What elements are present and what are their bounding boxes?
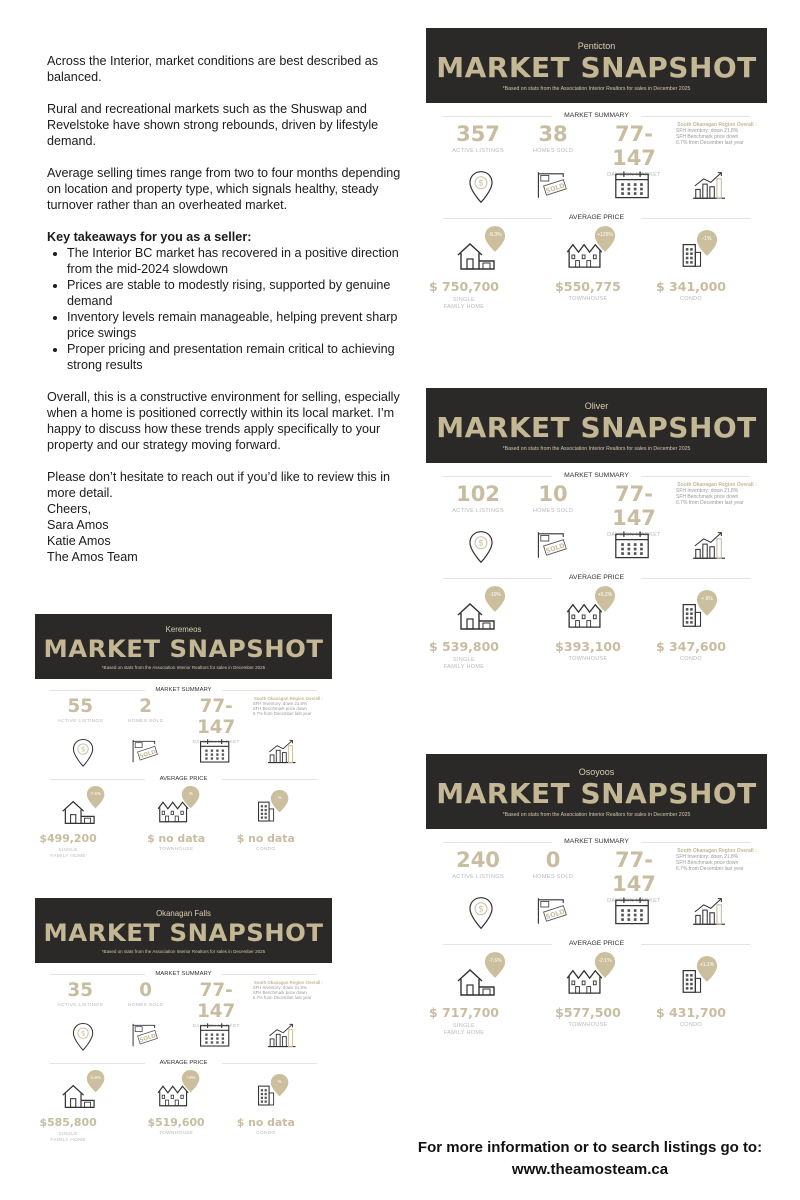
signature-line: Cheers, <box>47 502 92 516</box>
region-line: 6.7% from December last year <box>252 711 312 717</box>
townhouse-price-value: $ no data <box>147 832 206 846</box>
snapshot-header <box>426 388 767 463</box>
growth-chart-icon <box>266 1022 297 1048</box>
sfh-price-label: SINGLE FAMILY HOME <box>50 1131 86 1144</box>
intro-paragraph-3: Average selling times range from two to four months depending on location and property type, which signals healthy, steady turnover rather than an overheated market. <box>47 166 401 212</box>
intro-paragraph-2: Rural and recreational markets such as the Shuswap and Revelstoke have shown strong rebounds, driven by lifestyle demand. <box>47 102 379 148</box>
average-price-label: AVERAGE PRICE <box>426 214 767 221</box>
takeaway-item: • Prices are stable to modestly rising, supported by genuine demand <box>67 277 412 309</box>
active-listings-stat <box>438 848 518 880</box>
condo-price <box>227 832 305 853</box>
region-line: SFH Benchmark price down <box>676 134 739 140</box>
market-summary <box>426 482 767 538</box>
homes-sold-stat <box>513 122 593 154</box>
homes-sold-label: HOMES SOLD <box>532 508 574 514</box>
takeaways-list <box>47 245 412 373</box>
signature-line: The Amos Team <box>47 550 138 564</box>
takeaways-heading: Key takeaways for you as a seller: <box>47 230 252 244</box>
average-price-label: AVERAGE PRICE <box>426 940 767 947</box>
region-line: 6.7% from December last year <box>676 866 744 872</box>
region-line: 6.7% from December last year <box>676 140 744 146</box>
homes-sold-value: 0 <box>139 979 152 1001</box>
svg-text:$: $ <box>478 904 484 915</box>
region-line: SFH Benchmark price down <box>676 860 739 866</box>
growth-chart-icon <box>691 170 727 200</box>
footer <box>390 1137 790 1181</box>
townhouse-price-label: TOWNHOUSE <box>568 656 608 662</box>
townhouse-icon <box>157 799 190 823</box>
active-listings-stat <box>438 122 518 154</box>
active-listings-label: ACTIVE LISTINGS <box>57 718 104 724</box>
market-summary <box>35 695 332 745</box>
average-prices <box>35 785 332 872</box>
condo-price-label: CONDO <box>256 1131 276 1137</box>
region-summary <box>253 980 324 1001</box>
average-price-label: AVERAGE PRICE <box>35 776 332 782</box>
condo-price <box>646 279 736 303</box>
active-listings-value: 55 <box>67 695 93 717</box>
signature-line: Katie Amos <box>47 534 111 548</box>
homes-sold-value: 0 <box>545 848 561 872</box>
sfh-change-value: -7.5% <box>89 791 101 797</box>
average-prices <box>426 951 767 1051</box>
source-note: *Based on stats from the Association Interior Realtors for sales in December 2025 <box>101 948 266 954</box>
sfh-change-value: -2.8% <box>89 1075 101 1081</box>
condo-price-value: $ no data <box>236 1116 295 1130</box>
snapshot-title: MARKET SNAPSHOT <box>43 917 324 947</box>
house-icon <box>61 799 96 825</box>
condo-building-icon <box>678 241 704 269</box>
sfh-price <box>419 639 509 671</box>
location-pin-dollar-icon <box>70 738 96 768</box>
townhouse-change-value: -2.1% <box>598 958 612 964</box>
condo-change-value: % <box>277 794 282 800</box>
location-pin-dollar-icon <box>70 1022 96 1052</box>
sfh-price <box>29 832 107 860</box>
condo-price <box>646 1005 736 1029</box>
townhouse-icon <box>566 601 604 629</box>
snapshot-title: MARKET SNAPSHOT <box>436 51 757 84</box>
active-listings-value: 240 <box>456 848 500 872</box>
snapshot-header <box>426 754 767 829</box>
townhouse-change-value: +125% <box>597 232 613 238</box>
region-line: SFH Inventory: down 21.8% <box>676 488 739 494</box>
market-snapshot-card-osoyoos <box>426 754 767 1066</box>
townhouse-icon <box>566 967 604 995</box>
town-name: Penticton <box>577 41 616 51</box>
days-on-market-value: 77-147 <box>197 979 236 1022</box>
condo-price-label: CONDO <box>680 1022 702 1028</box>
snapshot-title: MARKET SNAPSHOT <box>436 777 757 810</box>
snapshot-header <box>426 28 767 103</box>
sfh-price-value: $585,800 <box>39 1116 97 1130</box>
summary-icons <box>426 530 767 568</box>
active-listings-stat <box>45 980 115 1008</box>
townhouse-price-label: TOWNHOUSE <box>158 1131 194 1137</box>
sfh-price-value: $ 750,700 <box>429 279 499 294</box>
region-line: SFH Inventory: down 21.8% <box>252 700 307 706</box>
condo-building-icon <box>254 1083 277 1107</box>
homes-sold-value: 10 <box>538 482 568 506</box>
region-title: South Okanagan Region Overall : <box>253 979 323 985</box>
market-summary-label: MARKET SUMMARY <box>426 472 767 479</box>
website-link[interactable]: www.theamosteam.ca <box>511 1161 669 1178</box>
average-prices <box>426 585 767 685</box>
active-listings-value: 357 <box>456 122 500 146</box>
homes-sold-stat <box>513 848 593 880</box>
townhouse-price-label: TOWNHOUSE <box>568 296 608 302</box>
town-name: Okanagan Falls <box>156 909 211 919</box>
townhouse-change-value: % <box>188 791 193 797</box>
condo-price-value: $ 341,000 <box>656 279 726 294</box>
townhouse-price <box>543 1005 633 1029</box>
townhouse-icon <box>157 1083 190 1107</box>
market-snapshot-card-keremeos <box>35 614 332 884</box>
condo-price <box>227 1116 305 1137</box>
homes-sold-label: HOMES SOLD <box>532 874 574 880</box>
sfh-price-label: SINGLE FAMILY HOME <box>443 297 485 310</box>
condo-building-icon <box>678 967 704 995</box>
source-note: *Based on stats from the Association Interior Realtors for sales in December 2025 <box>502 86 691 92</box>
market-summary <box>35 979 332 1029</box>
active-listings-value: 102 <box>456 482 500 506</box>
active-listings-label: ACTIVE LISTINGS <box>452 508 504 514</box>
signature-line: Sara Amos <box>47 518 109 532</box>
condo-building-icon <box>254 799 277 823</box>
svg-text:SOLD: SOLD <box>544 541 566 556</box>
condo-price-label: CONDO <box>680 296 702 302</box>
house-icon <box>456 967 496 997</box>
location-pin-dollar-icon <box>466 896 496 930</box>
homes-sold-label: HOMES SOLD <box>532 148 574 154</box>
snapshot-title: MARKET SNAPSHOT <box>43 633 324 663</box>
sfh-change-value: -7.6% <box>488 958 502 964</box>
region-summary <box>676 482 758 506</box>
townhouse-price-label: TOWNHOUSE <box>158 847 194 853</box>
svg-text:$: $ <box>478 538 484 549</box>
active-listings-label: ACTIVE LISTINGS <box>452 874 504 880</box>
townhouse-price-value: $550,775 <box>555 279 621 294</box>
townhouse-price-label: TOWNHOUSE <box>568 1022 608 1028</box>
condo-change-value: % <box>277 1078 282 1084</box>
sold-sign-icon <box>536 530 568 560</box>
homes-sold-value: 38 <box>538 122 568 146</box>
townhouse-price-value: $393,100 <box>555 639 621 654</box>
sfh-price-value: $499,200 <box>39 832 97 846</box>
svg-text:SOLD: SOLD <box>544 181 566 196</box>
town-name: Oliver <box>584 401 609 411</box>
condo-price-value: $ 431,700 <box>656 1005 726 1020</box>
region-line: SFH Benchmark price down <box>252 990 307 996</box>
svg-text:SOLD: SOLD <box>138 748 157 760</box>
average-prices <box>35 1069 332 1156</box>
region-line: SFH Benchmark price down <box>676 494 739 500</box>
snapshot-title: MARKET SNAPSHOT <box>436 411 757 444</box>
active-listings-label: ACTIVE LISTINGS <box>452 148 504 154</box>
svg-text:SOLD: SOLD <box>138 1032 157 1044</box>
summary-icons <box>426 170 767 208</box>
intro-paragraph-4: Overall, this is a constructive environment for selling, especially when a home is positioned correctly within its local market. I’m happy to discuss how these trends apply specifically to your property and our strategy moving forward. <box>47 390 400 452</box>
calendar-icon <box>199 1022 230 1048</box>
days-on-market-label: DAYS ON MARKET <box>607 898 661 904</box>
average-prices <box>426 225 767 325</box>
signature <box>47 501 412 565</box>
region-line: SFH Inventory: down 21.8% <box>676 128 739 134</box>
market-summary-label: MARKET SUMMARY <box>35 971 332 977</box>
days-on-market-label: DAYS ON MARKET <box>192 1023 240 1029</box>
market-summary-label: MARKET SUMMARY <box>426 112 767 119</box>
source-note: *Based on stats from the Association Interior Realtors for sales in December 2025 <box>101 664 266 670</box>
location-pin-dollar-icon <box>466 170 496 204</box>
intro-paragraph-5: Please don’t hesitate to reach out if you’d like to review this in more detail. <box>47 470 391 500</box>
summary-icons <box>35 1022 332 1055</box>
sfh-price-label: SINGLE FAMILY HOME <box>50 847 86 860</box>
condo-building-icon <box>678 601 704 629</box>
condo-change-value: -1% <box>702 236 712 242</box>
calendar-icon <box>614 530 650 560</box>
sfh-change-value: -8.3% <box>488 232 502 238</box>
sold-sign-icon <box>536 896 568 926</box>
region-title: South Okanagan Region Overall : <box>677 848 757 854</box>
homes-sold-label: HOMES SOLD <box>127 718 164 724</box>
active-listings-label: ACTIVE LISTINGS <box>57 1002 104 1008</box>
days-on-market-value: 77-147 <box>612 122 656 170</box>
market-summary <box>426 122 767 178</box>
sfh-price <box>419 279 509 311</box>
region-line: 6.7% from December last year <box>252 995 312 1001</box>
footer-line: For more information or to search listings go to: <box>417 1139 763 1156</box>
region-title: South Okanagan Region Overall : <box>677 482 757 488</box>
market-snapshot-card-penticton <box>426 28 767 364</box>
calendar-icon <box>614 170 650 200</box>
homes-sold-value: 2 <box>139 695 152 717</box>
house-icon <box>456 241 496 271</box>
sold-sign-icon <box>536 170 568 200</box>
days-on-market-value: 77-147 <box>612 848 656 896</box>
calendar-icon <box>614 896 650 926</box>
takeaway-item: • Inventory levels remain manageable, helping prevent sharp price swings <box>67 309 412 341</box>
svg-text:$: $ <box>80 744 86 754</box>
calendar-icon <box>199 738 230 764</box>
intro-text <box>47 53 412 565</box>
townhouse-icon <box>566 241 604 269</box>
takeaway-item: • Proper pricing and presentation remain critical to achieving strong results <box>67 341 412 373</box>
svg-text:SOLD: SOLD <box>544 907 566 922</box>
takeaway-item: • The Interior BC market has recovered in a positive direction from the mid-2024 slowdown <box>67 245 412 277</box>
snapshot-header <box>35 898 332 963</box>
days-on-market-value: 77-147 <box>612 482 656 530</box>
average-price-label: AVERAGE PRICE <box>426 574 767 581</box>
days-on-market-value: 77-147 <box>197 695 236 738</box>
growth-chart-icon <box>691 530 727 560</box>
sfh-price-label: SINGLE FAMILY HOME <box>443 1023 485 1036</box>
townhouse-price-value: $577,500 <box>555 1005 621 1020</box>
region-summary <box>676 122 758 146</box>
townhouse-price <box>543 639 633 663</box>
homes-sold-stat <box>111 980 181 1008</box>
market-summary <box>426 848 767 904</box>
growth-chart-icon <box>266 738 297 764</box>
sfh-price <box>419 1005 509 1037</box>
townhouse-change-value: +5.2% <box>597 592 613 598</box>
sfh-price <box>29 1116 107 1144</box>
condo-price <box>646 639 736 663</box>
condo-price-value: $ no data <box>236 832 295 846</box>
sold-sign-icon <box>131 1022 159 1048</box>
active-listings-stat <box>45 696 115 724</box>
snapshot-header <box>35 614 332 679</box>
svg-text:$: $ <box>80 1028 86 1038</box>
summary-icons <box>35 738 332 771</box>
town-name: Keremeos <box>165 625 202 635</box>
summary-icons <box>426 896 767 934</box>
intro-paragraph-1: Across the Interior, market conditions are best described as balanced. <box>47 54 379 84</box>
sfh-price-label: SINGLE FAMILY HOME <box>443 657 485 670</box>
region-title: South Okanagan Region Overall : <box>253 695 323 701</box>
sfh-price-value: $ 717,700 <box>429 1005 499 1020</box>
active-listings-value: 35 <box>67 979 93 1001</box>
house-icon <box>456 601 496 631</box>
region-line: 6.7% from December last year <box>676 500 744 506</box>
days-on-market-label: DAYS ON MARKET <box>607 532 661 538</box>
condo-price-label: CONDO <box>256 847 276 853</box>
growth-chart-icon <box>691 896 727 926</box>
region-summary <box>676 848 758 872</box>
sfh-change-value: -10% <box>489 592 501 598</box>
location-pin-dollar-icon <box>466 530 496 564</box>
average-price-label: AVERAGE PRICE <box>35 1060 332 1066</box>
condo-price-value: $ 347,600 <box>656 639 726 654</box>
townhouse-change-value: +3% <box>186 1075 196 1081</box>
homes-sold-label: HOMES SOLD <box>127 1002 164 1008</box>
condo-change-value: +1.1% <box>699 962 715 968</box>
market-summary-label: MARKET SUMMARY <box>426 838 767 845</box>
homes-sold-stat <box>513 482 593 514</box>
condo-change-value: + 6% <box>701 596 713 602</box>
sold-sign-icon <box>131 738 159 764</box>
region-line: SFH Benchmark price down <box>252 706 307 712</box>
days-on-market-label: DAYS ON MARKET <box>607 172 661 178</box>
source-note: *Based on stats from the Association Interior Realtors for sales in December 2025 <box>502 812 691 818</box>
townhouse-price <box>543 279 633 303</box>
region-line: SFH Inventory: down 21.8% <box>676 854 739 860</box>
region-title: South Okanagan Region Overall : <box>677 122 757 128</box>
svg-text:$: $ <box>478 178 484 189</box>
region-line: SFH Inventory: down 21.8% <box>252 984 307 990</box>
town-name: Osoyoos <box>578 767 615 777</box>
townhouse-price <box>137 832 215 853</box>
townhouse-price-value: $519,600 <box>147 1116 205 1130</box>
homes-sold-stat <box>111 696 181 724</box>
market-snapshot-card-oliver <box>426 388 767 700</box>
days-on-market-label: DAYS ON MARKET <box>192 739 240 745</box>
sfh-price-value: $ 539,800 <box>429 639 499 654</box>
market-summary-label: MARKET SUMMARY <box>35 687 332 693</box>
active-listings-stat <box>438 482 518 514</box>
market-snapshot-card-okfalls <box>35 898 332 1170</box>
house-icon <box>61 1083 96 1109</box>
region-summary <box>253 696 324 717</box>
townhouse-price <box>137 1116 215 1137</box>
condo-price-label: CONDO <box>680 656 702 662</box>
source-note: *Based on stats from the Association Interior Realtors for sales in December 2025 <box>502 446 691 452</box>
